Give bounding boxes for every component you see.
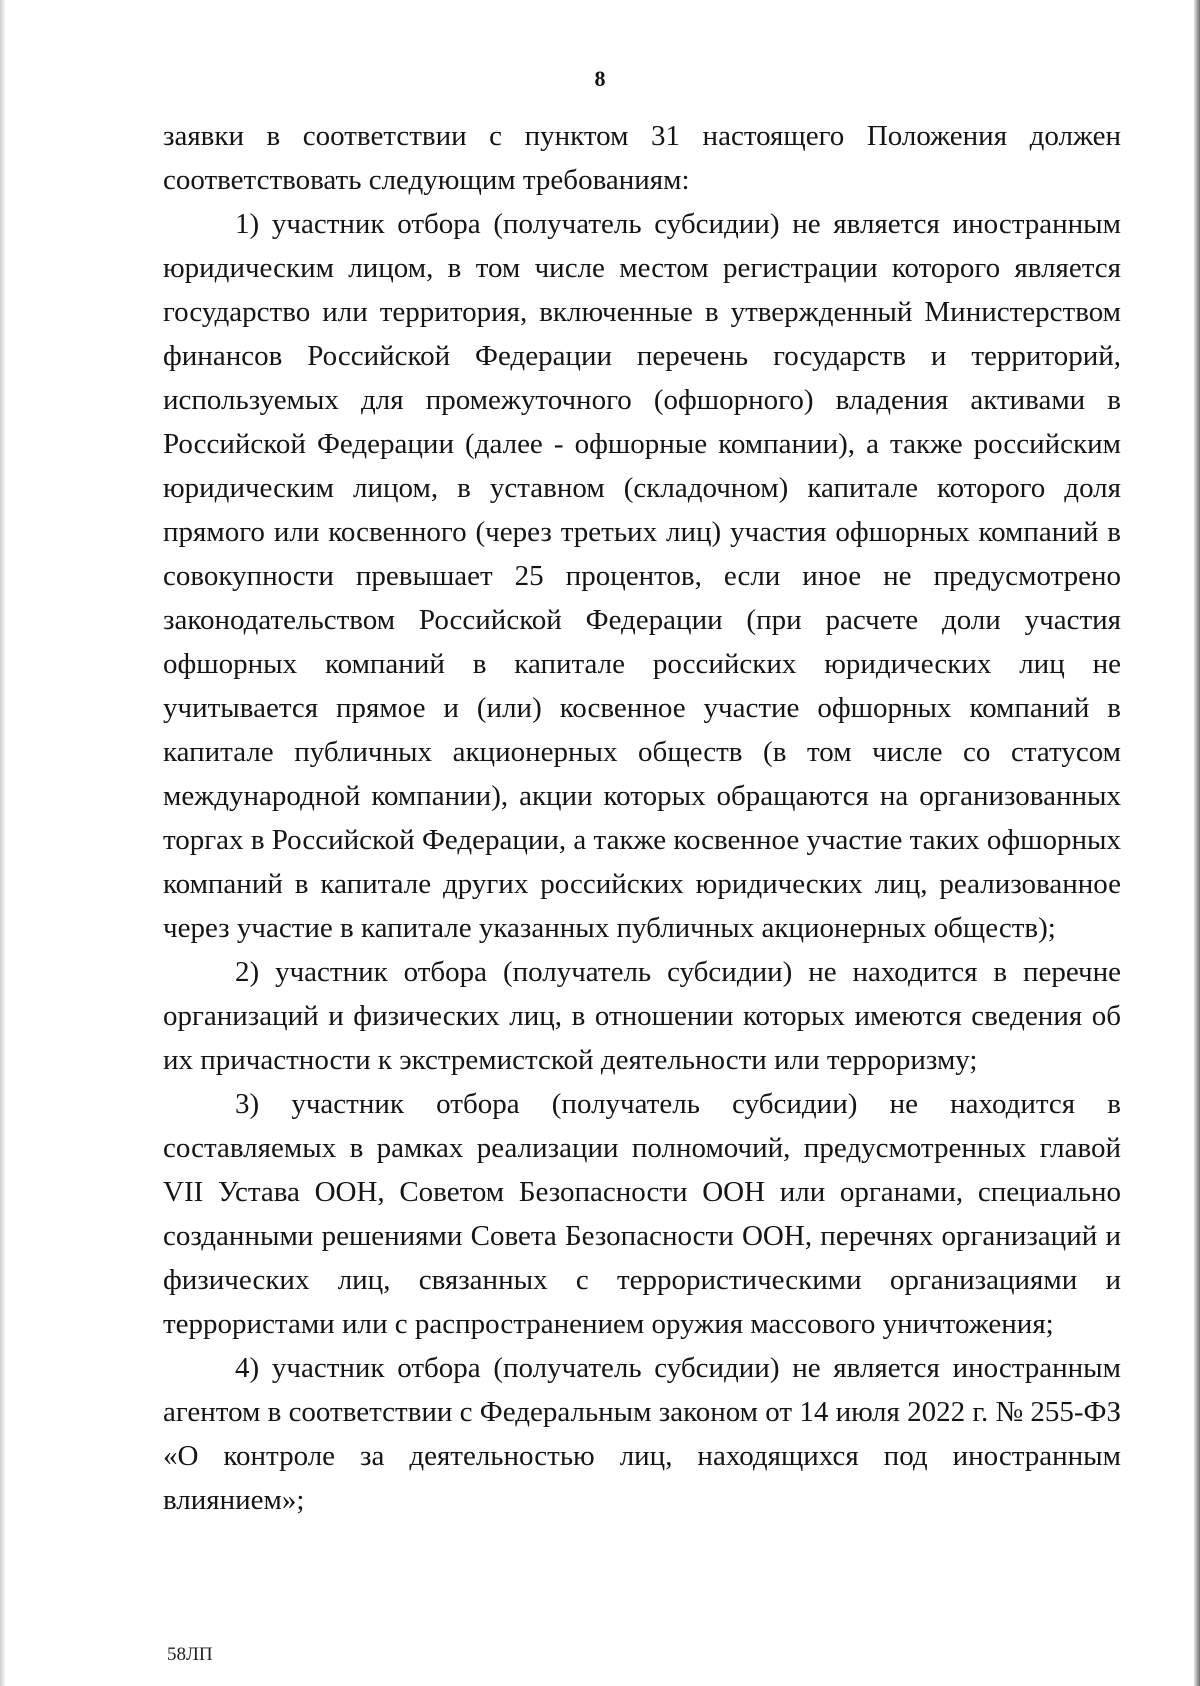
paragraph-item-3: 3) участник отбора (получатель субсидии) не находится в составляемых в рамках реализации полномочий, предусмотренных главой VII Устава ООН, Советом Безопасности ООН или органами, специально созданными решениями Совета Безопасности ООН, перечнях организаций и физических лиц, связанных с террористическими организациями и террористами или с распространением оружия массового уничтожения; (163, 1088, 1121, 1340)
scan-edge-right (1194, 0, 1200, 1686)
paragraph-item-4: 4) участник отбора (получатель субсидии) не является иностранным агентом в соответствии с Федеральным законом от 14 июля 2022 г. № 255-ФЗ «О контроле за деятельностью лиц, находящихся под иностранным влиянием»; (163, 1352, 1121, 1516)
footer-document-code: 58ЛП (167, 1644, 213, 1665)
paragraph-item-1: 1) участник отбора (получатель субсидии) не является иностранным юридическим лицом, в том числе местом регистрации которого является государство или территория, включенные в утвержденный Министерством финансов Российской Федерации перечень государств и территорий, используемых для промежуточного (офшорного) владения активами в Российской Федерации (далее - офшорные компании), а также российским юридическим лицом, в уставном (складочном) капитале которого доля прямого или косвенного (через третьих лиц) участия офшорных компаний в совокупности превышает 25 процентов, если иное не предусмотрено законодательством Российской Федерации (при расчете доли участия офшорных компаний в капитале российских юридических лиц не учитывается прямое и (или) косвенное участие офшорных компаний в капитале публичных акционерных обществ (в том числе со статусом международной компании), акции которых обращаются на организованных торгах в Российской Федерации, а также косвенное участие таких офшорных компаний в капитале других российских юридических лиц, реализованное через участие в капитале указанных публичных акционерных обществ); (163, 208, 1121, 944)
paragraph-item-2: 2) участник отбора (получатель субсидии) не находится в перечне организаций и физических лиц, в отношении которых имеются сведения об их причастности к экстремистской деятельности или терроризму; (163, 956, 1121, 1076)
paragraph-continuation: заявки в соответствии с пунктом 31 настоящего Положения должен соответствовать следующим требованиям: (163, 120, 1121, 196)
document-body (163, 114, 1121, 1522)
page-number: 8 (594, 66, 606, 91)
scan-edge-left (0, 0, 5, 1686)
